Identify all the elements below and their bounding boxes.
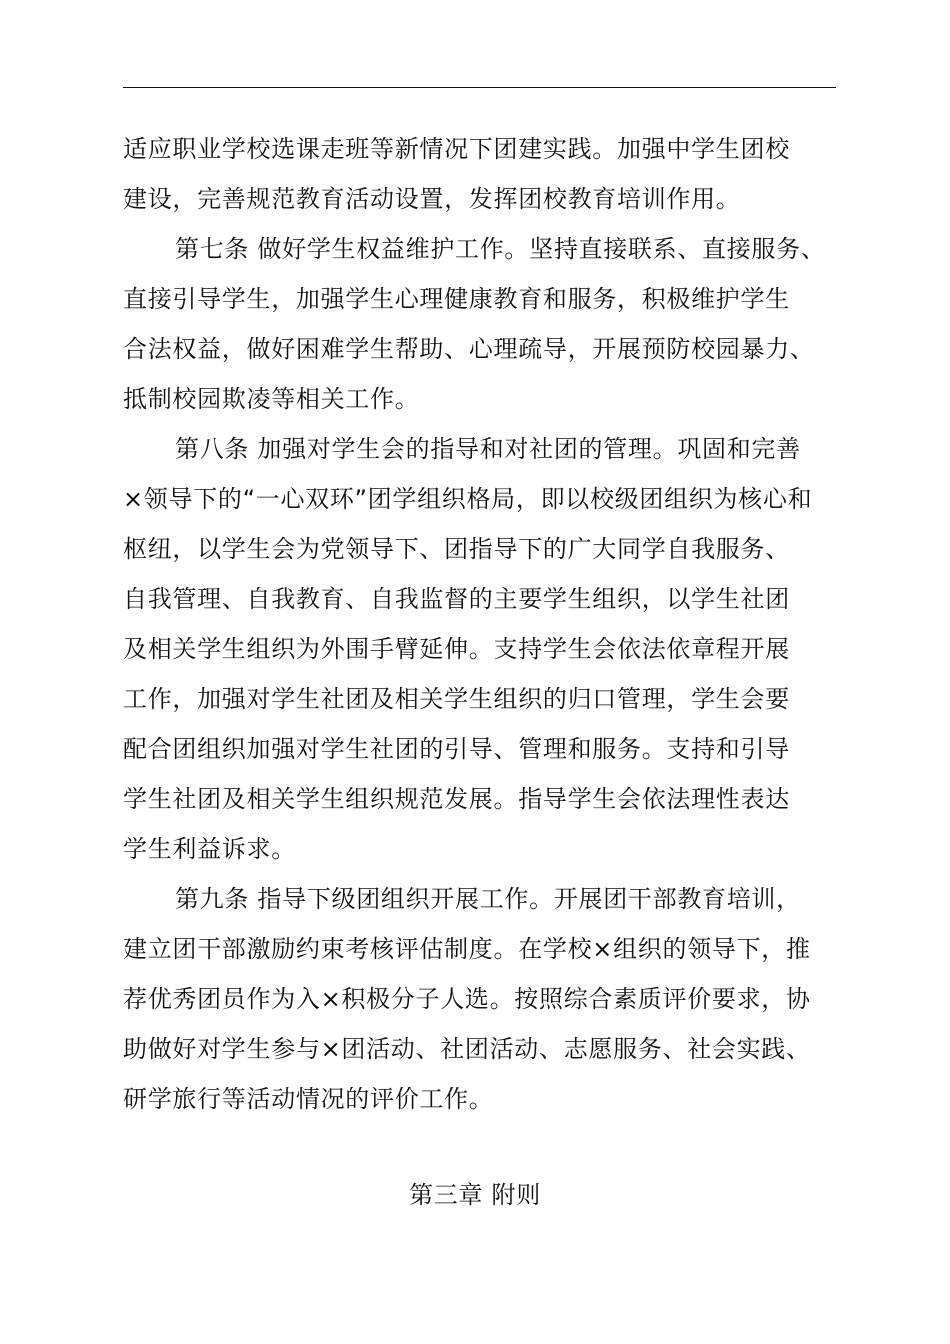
paragraph-line: 直接引导学生，加强学生心理健康教育和服务，积极维护学生 <box>123 285 790 313</box>
paragraph-line: 助做好对学生参与×团活动、社团活动、志愿服务、社会实践、 <box>123 1035 811 1063</box>
paragraph-line: 工作，加强对学生社团及相关学生组织的归口管理，学生会要 <box>123 685 790 713</box>
paragraph-line: 枢纽，以学生会为党领导下、团指导下的广大同学自我服务、 <box>123 535 790 563</box>
paragraph-line: 建立团干部激励约束考核评估制度。在学校×组织的领导下，推 <box>123 935 811 963</box>
paragraph-line: 荐优秀团员作为入×积极分子人选。按照综合素质评价要求，协 <box>123 985 811 1013</box>
paragraph-line: 学生社团及相关学生组织规范发展。指导学生会依法理性表达 <box>123 785 790 813</box>
article-7-line: 第七条 做好学生权益维护工作。坚持直接联系、直接服务、 <box>175 235 826 263</box>
paragraph-line: 研学旅行等活动情况的评价工作。 <box>123 1085 494 1113</box>
paragraph-line: 适应职业学校选课走班等新情况下团建实践。加强中学生团校 <box>123 135 790 163</box>
article-8-line: 第八条 加强对学生会的指导和对社团的管理。巩固和完善 <box>175 435 801 463</box>
paragraph-line: 建设，完善规范教育活动设置，发挥团校教育培训作用。 <box>123 185 741 213</box>
paragraph-line: 抵制校园欺凌等相关工作。 <box>123 385 420 413</box>
paragraph-line: 学生利益诉求。 <box>123 835 296 863</box>
header-rule <box>123 87 836 88</box>
paragraph-line: 及相关学生组织为外围手臂延伸。支持学生会依法依章程开展 <box>123 635 790 663</box>
paragraph-line: 配合团组织加强对学生社团的引导、管理和服务。支持和引导 <box>123 735 790 763</box>
chapter-title: 第三章 附则 <box>409 1181 541 1209</box>
article-9-line: 第九条 指导下级团组织开展工作。开展团干部教育培训， <box>175 885 801 913</box>
paragraph-line: ×领导下的“一心双环”团学组织格局，即以校级团组织为核心和 <box>123 485 813 513</box>
paragraph-line: 合法权益，做好困难学生帮助、心理疏导，开展预防校园暴力、 <box>123 335 815 363</box>
paragraph-line: 自我管理、自我教育、自我监督的主要学生组织，以学生社团 <box>123 585 790 613</box>
